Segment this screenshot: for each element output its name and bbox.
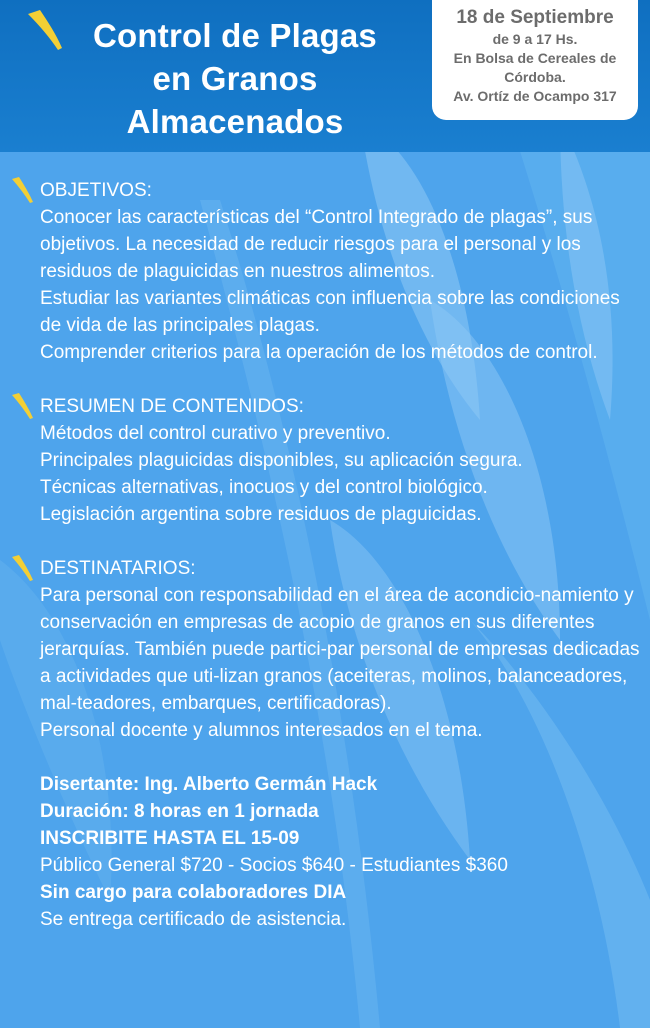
paragraph: Personal docente y alumnos interesados en el tema.	[40, 720, 483, 741]
free-note: Sin cargo para colaboradores DIA	[40, 882, 347, 903]
paragraph: Métodos del control curativo y preventivo.	[40, 423, 391, 444]
section-heading: DESTINATARIOS:	[40, 558, 196, 579]
paragraph: Legislación argentina sobre residuos de plaguicidas.	[40, 504, 482, 525]
title-line: en Granos	[152, 60, 318, 97]
paragraph: Técnicas alternativas, inocuos y del control biológico.	[40, 477, 488, 498]
speaker: Disertante: Ing. Alberto Germán Hack	[40, 774, 378, 795]
event-address: Av. Ortíz de Ocampo 317	[453, 88, 617, 104]
event-details	[40, 771, 640, 933]
event-city: Córdoba.	[504, 69, 566, 85]
section-objetivos	[40, 177, 640, 366]
title-line: Almacenados	[126, 103, 344, 140]
registration-deadline: INSCRIBITE HASTA EL 15-09	[40, 828, 300, 849]
event-venue: En Bolsa de Cereales de	[453, 50, 617, 66]
title-line: Control de Plagas	[93, 17, 377, 54]
content-body	[40, 177, 640, 933]
event-date: 18 de Septiembre	[456, 7, 614, 28]
section-resumen	[40, 393, 640, 528]
certificate-note: Se entrega certificado de asistencia.	[40, 909, 347, 930]
duration: Duración: 8 horas en 1 jornada	[40, 801, 319, 822]
event-info-box	[432, 0, 638, 120]
chevron-icon	[12, 393, 34, 419]
paragraph: Principales plaguicidas disponibles, su aplicación segura.	[40, 450, 523, 471]
page-title	[40, 14, 430, 143]
paragraph: Para personal con responsabilidad en el área de acondicio-namiento y conservación en empresas de acopio de granos en sus diferentes jerarquías. También puede partici-par personal de empresas dedicadas a actividades que uti-lizan granos (aceiteras, molinos, balanceadores, mal-teadores, embarques, certificadoras).	[40, 585, 640, 714]
spacer	[40, 366, 640, 393]
section-heading: OBJETIVOS:	[40, 180, 152, 201]
spacer	[40, 744, 640, 771]
chevron-icon	[12, 177, 34, 203]
spacer	[40, 528, 640, 555]
event-time: de 9 a 17 Hs.	[492, 31, 578, 47]
section-destinatarios	[40, 555, 640, 744]
paragraph: Conocer las características del “Control Integrado de plagas”, sus objetivos. La necesidad de reducir riesgos para el personal y los residuos de plaguicidas en nuestros alimentos.	[40, 207, 593, 282]
paragraph: Comprender criterios para la operación de los métodos de control.	[40, 342, 598, 363]
section-heading: RESUMEN DE CONTENIDOS:	[40, 396, 304, 417]
paragraph: Estudiar las variantes climáticas con influencia sobre las condiciones de vida de las principales plagas.	[40, 288, 620, 336]
chevron-icon	[12, 555, 34, 581]
prices: Público General $720 - Socios $640 - Estudiantes $360	[40, 855, 508, 876]
